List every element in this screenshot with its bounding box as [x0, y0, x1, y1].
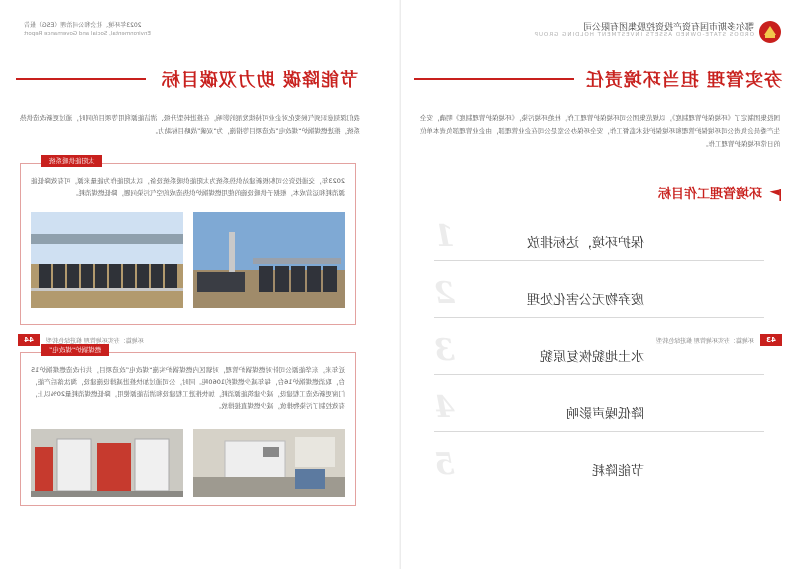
section-title-management: 夯实管理 担当环境责任: [584, 70, 782, 91]
coal-to-electric-tab: 燃煤锅炉“煤改电”: [41, 344, 109, 356]
solar-panel-field-photo: [31, 212, 183, 308]
report-title: 2023年环境、社会和公司治理（ESG）报告: [24, 22, 142, 29]
company-name-en: ORDOS STATE-OWNED ASSETS INVESTMENT HOLDING GROUP: [533, 32, 754, 38]
goal-number: 5: [434, 447, 455, 482]
goal-divider: [434, 317, 764, 318]
goal-item: [434, 276, 764, 318]
goal-item: [434, 447, 764, 489]
goals-subhead: [658, 183, 782, 202]
solar-heating-card: [20, 157, 356, 325]
title-divider: [414, 78, 574, 80]
management-intro: 国投集团制定了《环境保护管理制度》，以规范集团公司环境保护管理工作，杜绝环境污染，《环境保护管理制度》明确，安全生产委员会负责公司环境保护管理和环境保护技术监督工作，安全环保办公室是公司在企业管理部，由企业管理部负责本单位的日常环境保护管理工作。: [420, 114, 780, 148]
goal-text: 废弃物无公害化处理: [526, 293, 644, 308]
title-divider: [16, 78, 146, 80]
page-footer: 环境篇：夯实环境管理 推进绿色转型: [46, 338, 144, 345]
page-footer: 环境篇：夯实环境管理 推进绿色转型: [656, 338, 754, 345]
coal-to-electric-text: 近年来，东华能源公司针对燃煤锅炉管理，对辖区内燃煤锅炉实施“煤改电”改造项目，共计改造燃煤锅炉15台，取消燃煤锅炉16台，每年减少燃煤约1060吨。同时，公司通过加快推进减排设施建设，淘汰落后产能，门窗更新改造工程建设，减少建筑能源消耗，加快推进工程建设和清洁能源使用，降低燃煤消耗量20%以上，有效控制了污染物排放，减少燃煤直接排放。: [31, 366, 345, 410]
section-title-carbon: 节能降碳 助力双碳目标: [160, 70, 358, 91]
goal-item: [434, 219, 764, 261]
goal-text: 保护环境，达标排放: [526, 236, 644, 251]
electric-boiler-units-photo: [31, 429, 183, 497]
solar-heating-text: 2023年，交通投资公司积极新建站供热系统为太阳能供暖系统设备，以太阳能作为能量来源，可有效降低能源消耗和运营成本，根据子供暖设施的使用燃煤锅炉供热造成的空气污染问题，降低燃煤消耗。: [31, 177, 345, 197]
solar-heating-tab: 太阳能供暖系统: [41, 155, 103, 167]
solar-collector-photo: [193, 212, 345, 308]
logo-icon: [758, 20, 782, 44]
goal-text: 节能降耗: [591, 464, 644, 479]
goal-number: 4: [434, 390, 455, 425]
carbon-intro: 我们深刻意识到气候变化对企业可持续发展的影响，在推进转型升级、清洁能源利用等项目的同时，通过更新改造供热系统，推进燃煤锅炉“煤改电”改造项目等措施，为“双碳”战略目标助力。: [20, 114, 360, 135]
company-name: 鄂尔多斯市国有资产投资控股集团有限公司: [582, 23, 754, 33]
page-number: 43: [760, 334, 782, 346]
coal-to-electric-card: [20, 346, 356, 506]
goal-item: [434, 390, 764, 432]
goal-divider: [434, 431, 764, 432]
report-title-en: Environmental, Social and Governance Report: [24, 31, 151, 37]
goal-divider: [434, 374, 764, 375]
goal-text: 水土地貌恢复原貌: [539, 350, 644, 365]
goals-subhead-text: 环境管理工作目标: [657, 187, 762, 202]
goal-divider: [434, 260, 764, 261]
goal-number: 3: [434, 333, 455, 368]
goal-number: 2: [434, 276, 455, 311]
goal-number: 1: [434, 219, 455, 254]
electric-boiler-room-photo: [193, 429, 345, 497]
page-43: [400, 0, 800, 569]
page-number: 44: [18, 334, 40, 346]
goal-text: 降低噪声影响: [565, 407, 644, 422]
flag-icon: [768, 188, 782, 202]
